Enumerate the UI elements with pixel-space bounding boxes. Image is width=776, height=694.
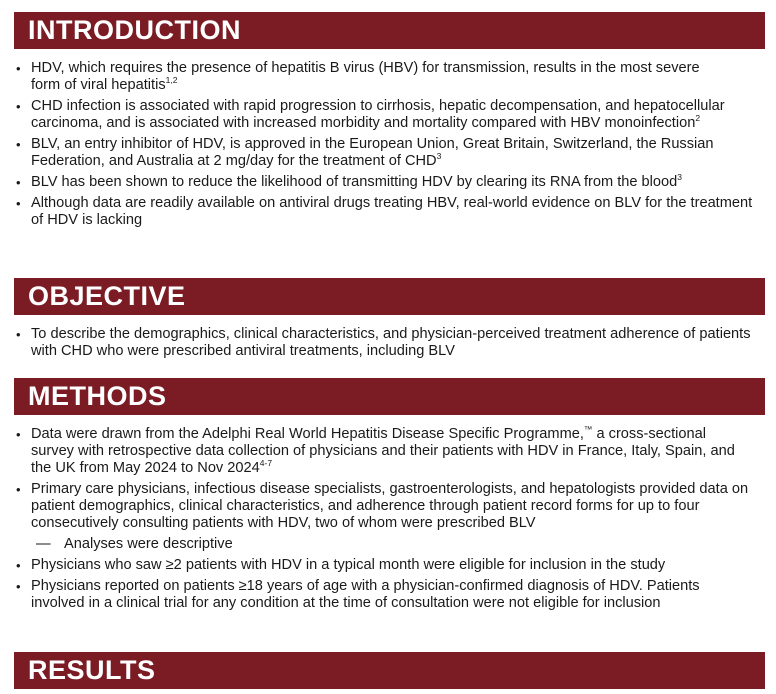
dash-marker: — <box>36 536 51 552</box>
list-item: • HDV, which requires the presence of hepatitis B virus (HBV) for transmission, results in the most severe form of viral hepatitis$^{1,2}$ <box>14 60 766 94</box>
introduction-list <box>14 60 766 233</box>
list-item: • Although data are readily available on antiviral drugs treating HBV, real-world evidence on BLV for the treatment of HDV is lacking <box>14 195 766 229</box>
list-item: • CHD infection is associated with rapid progression to cirrhosis, hepatic decompensation, and hepatocellular carcinoma, and is associated with increased morbidity and mortality compared with HBV monoinfection$^2$ <box>14 98 766 132</box>
list-item: • Physicians who saw ≥2 patients with HDV in a typical month were eligible for inclusion in the study <box>14 557 766 574</box>
results-title: RESULTS <box>28 655 156 685</box>
objective-header <box>14 278 765 315</box>
objective-list <box>14 326 766 364</box>
list-item: • Primary care physicians, infectious disease specialists, gastroenterologists, and hepatologists provided data on patient demographics, clinical characteristics, and adherence through patient record forms for up to four consecutively consulting patients with HDV, two of whom were prescribed BLV <box>14 481 766 532</box>
results-header <box>14 652 765 689</box>
list-item: • Data were drawn from the Adelphi Real World Hepatitis Disease Specific Programme,™ a cross-sectional survey with retrospective data collection of physicians and their patients with HDV in France, Italy, Spain, and the UK from May 2024 to Nov 2024$^{4-7}$ <box>14 426 766 477</box>
list-item: • BLV has been shown to reduce the likelihood of transmitting HDV by clearing its RNA from the blood$^3$ <box>14 174 766 191</box>
objective-title: OBJECTIVE <box>28 281 186 311</box>
list-item: • Physicians reported on patients ≥18 years of age with a physician-confirmed diagnosis of HDV. Patients involved in a clinical trial for any condition at the time of consultation were not eligible for inclusion <box>14 578 766 612</box>
methods-list <box>14 426 766 616</box>
methods-title: METHODS <box>28 381 167 411</box>
list-item: • To describe the demographics, clinical characteristics, and physician-perceived treatment adherence of patients with CHD who were prescribed antiviral treatments, including BLV <box>14 326 766 360</box>
list-item: • BLV, an entry inhibitor of HDV, is approved in the European Union, Great Britain, Switzerland, the Russian Federation, and Australia at 2 mg/day for the treatment of CHD$^3$ <box>14 136 766 170</box>
introduction-header <box>14 12 765 49</box>
introduction-title: INTRODUCTION <box>28 15 241 45</box>
list-item-sub: — Analyses were descriptive <box>36 536 233 552</box>
methods-header <box>14 378 765 415</box>
